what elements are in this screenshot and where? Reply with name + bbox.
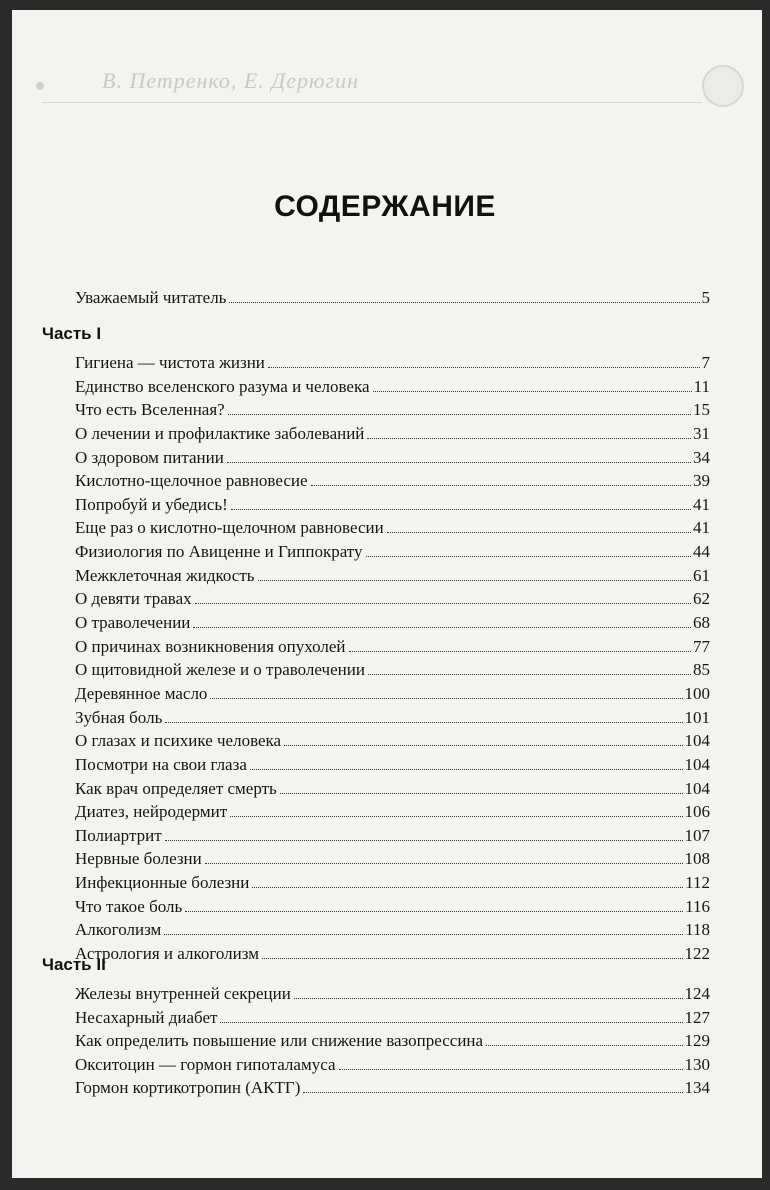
toc-entry[interactable] [75, 396, 710, 420]
toc-entry-page: 61 [693, 565, 710, 585]
toc-entry-title: Гигиена — чистота жизни [75, 353, 265, 372]
toc-entry[interactable] [75, 822, 710, 846]
toc-entry-page: 104 [684, 754, 710, 774]
toc-entry-page: 124 [684, 984, 710, 1003]
toc-entry[interactable] [75, 538, 710, 562]
toc-entry-title: Астрология и алкоголизм [75, 944, 259, 963]
toc-entry[interactable] [75, 845, 710, 869]
bleed-through-rule [42, 102, 702, 103]
toc-leader-dots [252, 887, 683, 888]
toc-leader-dots [368, 674, 691, 675]
toc-leader-dots [229, 302, 699, 303]
toc-entry[interactable] [75, 680, 710, 704]
toc-leader-dots [303, 1092, 682, 1093]
toc-leader-dots [258, 580, 691, 581]
toc-leader-dots [228, 414, 691, 415]
toc-entry-page: 101 [684, 707, 710, 727]
toc-entry[interactable] [75, 1004, 710, 1028]
toc-entry[interactable] [75, 562, 710, 586]
bleed-through-header [42, 68, 722, 98]
toc-entry[interactable] [75, 420, 710, 444]
toc-entry[interactable] [75, 869, 710, 893]
toc-leader-dots [193, 627, 691, 628]
toc-entry-title: Алкоголизм [75, 920, 162, 940]
toc-leader-dots [165, 722, 682, 723]
toc-leader-dots [280, 793, 683, 794]
toc-entry-page: 39 [693, 471, 710, 491]
toc-leader-dots [165, 840, 683, 841]
toc-entry-title: Как определить повышение или снижение вазопрессина [75, 1031, 484, 1050]
toc-entry-page: 44 [693, 542, 710, 562]
toc-leader-dots [227, 462, 691, 463]
toc-entry-page: 129 [684, 1031, 710, 1050]
toc-leader-dots [230, 816, 682, 817]
toc-entry-title: Межклеточная жидкость [75, 565, 255, 585]
toc-entry-page: 41 [693, 494, 710, 514]
toc-entry-title: Гормон кортикотропин (АКТГ) [75, 1078, 301, 1097]
toc-entry[interactable] [75, 1074, 710, 1098]
toc-entry-title: Уважаемый читатель [75, 288, 227, 307]
toc-entry-page: 5 [701, 288, 710, 307]
toc-entry[interactable] [75, 373, 710, 397]
toc-entry-page: 122 [684, 944, 710, 963]
toc-entry-title: Деревянное масло [75, 683, 208, 703]
toc-entry-page: 77 [693, 636, 710, 656]
toc-entry[interactable] [75, 916, 710, 940]
toc-leader-dots [366, 556, 691, 557]
toc-leader-dots [164, 934, 683, 935]
toc-entry-title: Что есть Вселенная? [75, 400, 225, 420]
toc-entry[interactable] [75, 893, 710, 917]
page-title: СОДЕРЖАНИЕ [274, 190, 496, 223]
toc-leader-dots [311, 485, 691, 486]
toc-entry-title: Физиология по Авиценне и Гиппократу [75, 542, 363, 562]
toc-leader-dots [220, 1022, 682, 1023]
toc-entry-page: 108 [684, 849, 710, 869]
part-2-heading: Часть II [42, 955, 106, 974]
toc-entry-page: 106 [684, 802, 710, 822]
toc-entry-title: О траволечении [75, 613, 191, 633]
toc-entry-page: 68 [693, 613, 710, 633]
toc-entry-page: 112 [685, 873, 710, 893]
toc-entry-page: 130 [684, 1054, 710, 1074]
toc-entry-page: 31 [693, 423, 710, 443]
toc-entry-title: Несахарный диабет [75, 1007, 218, 1027]
toc-entry[interactable] [75, 633, 710, 657]
toc-entry[interactable] [75, 775, 710, 799]
toc-entry-title: О глазах и психике человека [75, 731, 282, 751]
toc-entry-page: 34 [693, 447, 710, 467]
toc-entry-title: Окситоцин — гормон гипоталамуса [75, 1054, 336, 1074]
toc-entry-page: 7 [701, 353, 710, 372]
toc-leader-dots [284, 745, 682, 746]
toc-leader-dots [268, 367, 700, 368]
toc-entry-title: Нервные болезни [75, 849, 202, 869]
toc-entry[interactable] [75, 798, 710, 822]
toc-leader-dots [349, 651, 691, 652]
toc-leader-dots [387, 532, 691, 533]
toc-entry-page: 116 [685, 896, 710, 916]
toc-entry-title: Железы внутренней секреции [75, 984, 291, 1003]
toc-entry[interactable] [75, 1027, 710, 1051]
bleed-through-authors: В. Петренко, Е. Дерюгин [102, 68, 360, 93]
toc-leader-dots [195, 603, 691, 604]
toc-entry-intro[interactable] [75, 284, 710, 308]
toc-entry[interactable] [75, 491, 710, 515]
toc-entry-title: О здоровом питании [75, 447, 224, 467]
toc-entry[interactable] [75, 585, 710, 609]
toc-entry-page: 41 [693, 518, 710, 538]
toc-entry[interactable] [75, 980, 710, 1004]
toc-entry-title: Еще раз о кислотно-щелочном равновесии [75, 518, 384, 538]
toc-entry-page: 118 [685, 920, 710, 940]
toc-leader-dots [339, 1069, 683, 1070]
toc-entry-title: О девяти травах [75, 589, 192, 609]
toc-leader-dots [185, 911, 683, 912]
toc-leader-dots [294, 998, 683, 999]
toc-leader-dots [231, 509, 691, 510]
toc-entry[interactable] [75, 1051, 710, 1075]
part-1-heading: Часть I [42, 324, 102, 343]
toc-entry[interactable] [75, 727, 710, 751]
toc-entry-page: 62 [693, 589, 710, 609]
toc-leader-dots [205, 863, 683, 864]
toc-leader-dots [367, 438, 691, 439]
toc-entry-title: О лечении и профилактике заболеваний [75, 423, 365, 443]
toc-entry-title: Единство вселенского разума и человека [75, 376, 370, 396]
toc-entry[interactable] [75, 514, 710, 538]
toc-entry-page: 104 [684, 778, 710, 798]
toc-entry-page: 15 [693, 400, 710, 420]
toc-entry-title: О причинах возникновения опухолей [75, 636, 346, 656]
toc-entry-title: Диатез, нейродермит [75, 802, 228, 822]
toc-entry-page: 127 [684, 1007, 710, 1027]
toc-entry-page: 107 [684, 825, 710, 845]
toc-entry-title: Попробуй и убедись! [75, 494, 228, 514]
toc-leader-dots [486, 1045, 682, 1046]
toc-entry-title: Полиартрит [75, 825, 162, 845]
toc-entry[interactable] [75, 467, 710, 491]
toc-entry-title: Что такое боль [75, 896, 183, 916]
toc-entry-page: 11 [693, 376, 710, 396]
toc-entry[interactable] [75, 656, 710, 680]
toc-entry[interactable] [75, 444, 710, 468]
toc-entry-title: О щитовидной железе и о траволечении [75, 660, 365, 680]
toc-entry[interactable] [75, 940, 710, 964]
toc-entry-page: 85 [693, 660, 710, 680]
toc-leader-dots [210, 698, 682, 699]
toc-entry-page: 104 [684, 731, 710, 751]
toc-leader-dots [250, 769, 683, 770]
bleed-through-emblem [702, 65, 744, 107]
toc-entry-title: Как врач определяет смерть [75, 778, 277, 798]
toc-entry[interactable] [75, 704, 710, 728]
toc-entry[interactable] [75, 349, 710, 373]
toc-entry-title: Кислотно-щелочное равновесие [75, 471, 308, 491]
toc-entry-title: Инфекционные болезни [75, 873, 250, 893]
toc-entry-title: Зубная боль [75, 707, 163, 727]
toc-leader-dots [373, 391, 692, 392]
toc-entry-title: Посмотри на свои глаза [75, 754, 247, 774]
toc-entry-page: 100 [684, 683, 710, 703]
toc-entry[interactable] [75, 609, 710, 633]
toc-entry-page: 134 [684, 1078, 710, 1097]
toc-entry[interactable] [75, 751, 710, 775]
toc-leader-dots [262, 958, 683, 959]
